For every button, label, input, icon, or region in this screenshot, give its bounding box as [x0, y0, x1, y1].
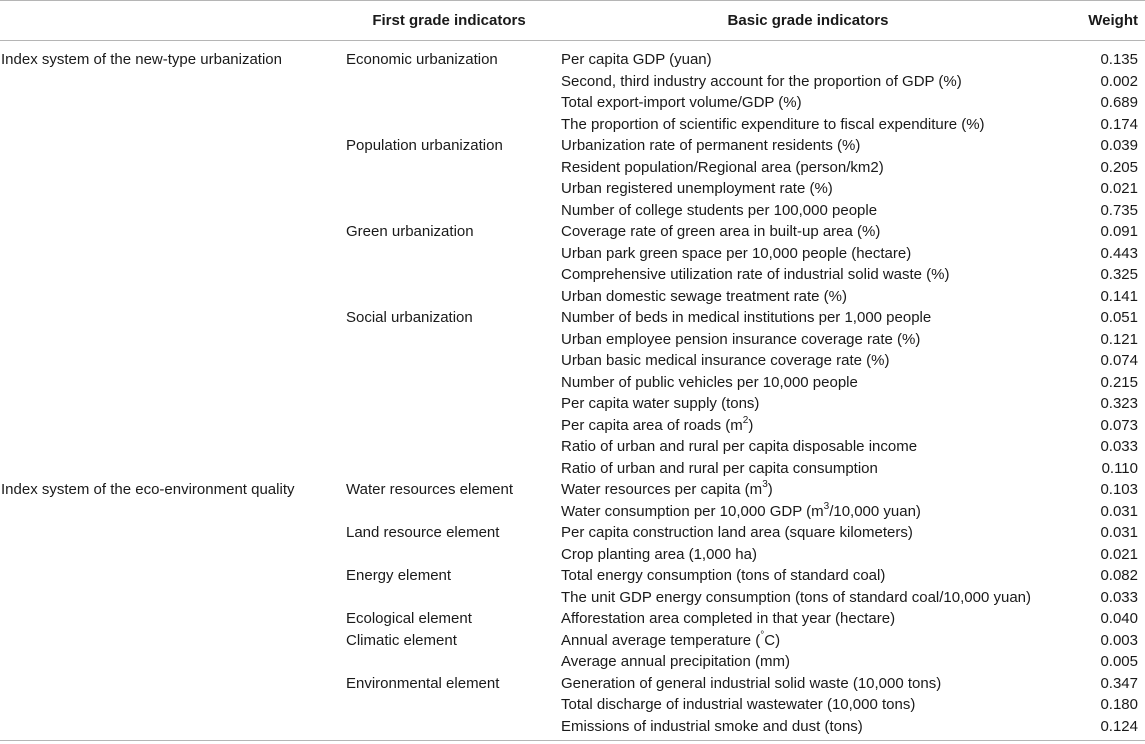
index-system-cell	[0, 501, 340, 523]
basic-grade-cell: Urban employee pension insurance coverage rate (%)	[561, 330, 921, 348]
weight-cell: 0.039	[1100, 137, 1138, 154]
table-row	[0, 221, 1145, 243]
basic-grade-cell: Number of public vehicles per 10,000 people	[561, 373, 858, 391]
basic-grade-text: Water consumption per 10,000 GDP (m	[561, 502, 824, 520]
weight-cell: 0.689	[1100, 94, 1138, 111]
first-grade-cell	[340, 544, 558, 566]
first-grade-cell	[340, 243, 558, 265]
index-system-cell	[0, 307, 340, 329]
table-row	[0, 157, 1145, 179]
index-system-cell	[0, 178, 340, 200]
basic-grade-cell: The proportion of scientific expenditure to fiscal expenditure (%)	[561, 115, 985, 133]
index-system-cell: Index system of the eco-environment quality	[1, 481, 295, 498]
first-grade-cell: Population urbanization	[346, 137, 503, 154]
index-system-cell	[0, 716, 340, 741]
first-grade-cell	[340, 350, 558, 372]
table-row	[0, 92, 1145, 114]
basic-grade-cell: Number of college students per 100,000 people	[561, 201, 878, 219]
weight-cell: 0.174	[1100, 115, 1138, 133]
table-row	[0, 200, 1145, 222]
weight-cell: 0.347	[1100, 674, 1138, 692]
basic-grade-cell: Urban registered unemployment rate (%)	[561, 180, 833, 197]
basic-grade-cell: Number of beds in medical institutions per 1,000 people	[561, 309, 932, 326]
basic-grade-cell	[558, 415, 1058, 437]
index-system-cell	[0, 92, 340, 114]
first-grade-cell: Economic urbanization	[346, 51, 498, 68]
unit-superscript: 3	[762, 479, 768, 490]
basic-grade-cell: The unit GDP energy consumption (tons of standard coal/10,000 yuan)	[561, 588, 1032, 606]
weight-cell: 0.325	[1100, 266, 1138, 283]
table-row	[0, 544, 1145, 566]
weight-cell: 0.005	[1100, 653, 1138, 670]
first-grade-cell	[340, 716, 558, 741]
basic-grade-cell	[558, 630, 1058, 652]
table-row	[0, 372, 1145, 394]
index-system-cell	[0, 71, 340, 93]
first-grade-cell	[340, 329, 558, 351]
weight-cell: 0.215	[1100, 373, 1138, 391]
basic-grade-cell: Total energy consumption (tons of standard coal)	[561, 567, 886, 584]
first-grade-cell	[340, 372, 558, 394]
index-system-cell	[0, 329, 340, 351]
table-row	[0, 135, 1145, 157]
basic-grade-cell: Urban domestic sewage treatment rate (%)	[561, 287, 847, 305]
first-grade-cell	[340, 264, 558, 286]
weight-cell: 0.091	[1100, 223, 1138, 240]
index-system-cell	[0, 651, 340, 673]
index-system-cell	[0, 135, 340, 157]
first-grade-cell: Water resources element	[346, 481, 514, 498]
header-basic-grade: Basic grade indicators	[558, 1, 1058, 41]
index-system-cell	[0, 393, 340, 415]
table-row	[0, 587, 1145, 609]
table-row	[0, 673, 1145, 695]
basic-grade-cell	[558, 501, 1058, 523]
table-row	[0, 716, 1145, 741]
index-system-cell	[0, 157, 340, 179]
index-system-cell	[0, 630, 340, 652]
table-row	[0, 694, 1145, 716]
basic-grade-cell: Urban basic medical insurance coverage rate (%)	[561, 352, 890, 369]
first-grade-cell: Land resource element	[346, 524, 500, 541]
basic-grade-text-suffix: )	[767, 481, 773, 498]
basic-grade-cell: Crop planting area (1,000 ha)	[561, 545, 757, 563]
weight-cell: 0.735	[1100, 201, 1138, 219]
basic-grade-cell: Afforestation area completed in that year (hectare)	[561, 610, 896, 627]
weight-cell: 0.135	[1100, 51, 1138, 68]
table-row	[0, 178, 1145, 200]
weight-cell: 0.031	[1100, 524, 1138, 541]
table-row	[0, 264, 1145, 286]
index-system-cell: Index system of the new-type urbanization	[1, 51, 282, 68]
table-row	[0, 307, 1145, 329]
header-row	[0, 1, 1145, 41]
first-grade-cell	[340, 501, 558, 523]
index-system-cell	[0, 458, 340, 480]
first-grade-cell	[340, 92, 558, 114]
weight-cell: 0.051	[1100, 309, 1138, 326]
first-grade-cell	[340, 415, 558, 437]
index-system-cell	[0, 264, 340, 286]
basic-grade-cell: Ratio of urban and rural per capita disposable income	[561, 438, 918, 455]
table-row	[0, 415, 1145, 437]
header-weight: Weight	[1058, 1, 1145, 41]
header-system	[0, 1, 340, 41]
table-row	[0, 479, 1145, 501]
basic-grade-text: Annual average temperature (	[561, 631, 761, 649]
weight-cell: 0.033	[1100, 438, 1138, 455]
basic-grade-cell: Coverage rate of green area in built-up area (%)	[561, 223, 881, 240]
first-grade-cell	[340, 157, 558, 179]
weight-cell: 0.443	[1100, 244, 1138, 262]
weight-cell: 0.074	[1100, 352, 1138, 369]
weight-cell: 0.073	[1100, 416, 1138, 434]
weight-cell: 0.003	[1100, 631, 1138, 649]
basic-grade-cell: Urbanization rate of permanent residents (%)	[561, 137, 861, 154]
weight-cell: 0.121	[1100, 330, 1138, 348]
basic-grade-cell: Urban park green space per 10,000 people (hectare)	[561, 244, 912, 262]
unit-superscript: °	[760, 629, 765, 641]
index-system-cell	[0, 565, 340, 587]
index-system-cell	[0, 372, 340, 394]
table-row	[0, 329, 1145, 351]
index-system-cell	[0, 608, 340, 630]
basic-grade-cell: Total discharge of industrial wastewater (10,000 tons)	[561, 696, 916, 713]
index-system-cell	[0, 587, 340, 609]
weight-cell: 0.205	[1100, 158, 1138, 176]
basic-grade-cell: Per capita water supply (tons)	[561, 395, 760, 412]
first-grade-cell	[340, 651, 558, 673]
first-grade-cell	[340, 694, 558, 716]
index-system-cell	[0, 673, 340, 695]
first-grade-cell	[340, 458, 558, 480]
table-row	[0, 41, 1145, 71]
index-system-cell	[0, 436, 340, 458]
table-row	[0, 243, 1145, 265]
weight-cell: 0.040	[1100, 610, 1138, 627]
index-system-cell	[0, 221, 340, 243]
first-grade-cell	[340, 286, 558, 308]
unit-superscript: 3	[823, 500, 830, 512]
basic-grade-text-suffix: C)	[764, 631, 781, 649]
weight-cell: 0.103	[1100, 481, 1138, 498]
index-system-cell	[0, 200, 340, 222]
basic-grade-text-suffix: /10,000 yuan)	[829, 502, 921, 520]
table-row	[0, 651, 1145, 673]
first-grade-cell: Social urbanization	[346, 309, 473, 326]
basic-grade-text: Per capita area of roads (m	[561, 416, 743, 434]
table-row	[0, 393, 1145, 415]
first-grade-cell	[340, 436, 558, 458]
weight-cell: 0.082	[1100, 567, 1138, 584]
basic-grade-cell: Emissions of industrial smoke and dust (tons)	[558, 716, 1058, 741]
table-row	[0, 114, 1145, 136]
table-row	[0, 436, 1145, 458]
first-grade-cell	[340, 71, 558, 93]
table-row	[0, 350, 1145, 372]
index-system-cell	[0, 350, 340, 372]
table-row	[0, 286, 1145, 308]
first-grade-cell: Ecological element	[346, 610, 472, 627]
index-system-cell	[0, 544, 340, 566]
weight-cell: 0.323	[1100, 395, 1138, 412]
first-grade-cell	[340, 200, 558, 222]
weight-cell: 0.110	[1101, 459, 1138, 477]
basic-grade-cell: Per capita GDP (yuan)	[561, 51, 712, 68]
weight-cell: 0.002	[1100, 72, 1138, 90]
first-grade-cell	[340, 178, 558, 200]
table-row	[0, 565, 1145, 587]
table-row	[0, 458, 1145, 480]
table-body	[0, 41, 1145, 741]
basic-grade-text: Water resources per capita (m	[561, 481, 763, 498]
weight-cell: 0.021	[1100, 180, 1138, 197]
index-system-cell	[0, 114, 340, 136]
unit-superscript: 2	[742, 414, 749, 426]
first-grade-cell	[340, 587, 558, 609]
table-row	[0, 501, 1145, 523]
basic-grade-cell: Comprehensive utilization rate of industrial solid waste (%)	[561, 266, 950, 283]
first-grade-cell	[340, 114, 558, 136]
weight-cell: 0.021	[1100, 545, 1138, 563]
first-grade-cell: Energy element	[346, 567, 452, 584]
basic-grade-cell: Ratio of urban and rural per capita consumption	[561, 459, 878, 477]
table-row	[0, 630, 1145, 652]
first-grade-cell: Environmental element	[346, 674, 500, 692]
basic-grade-cell: Resident population/Regional area (person/km2)	[561, 158, 884, 176]
weight-cell: 0.180	[1100, 696, 1138, 713]
table-row	[0, 522, 1145, 544]
basic-grade-cell: Second, third industry account for the proportion of GDP (%)	[561, 72, 962, 90]
index-system-cell	[0, 243, 340, 265]
basic-grade-cell	[558, 479, 1058, 501]
basic-grade-cell: Total export-import volume/GDP (%)	[561, 94, 802, 111]
table-row	[0, 608, 1145, 630]
first-grade-cell	[340, 393, 558, 415]
basic-grade-cell: Generation of general industrial solid waste (10,000 tons)	[561, 674, 942, 692]
weight-cell: 0.031	[1100, 502, 1138, 520]
weight-cell: 0.141	[1100, 287, 1138, 305]
first-grade-cell: Climatic element	[346, 631, 457, 649]
weight-cell: 0.033	[1100, 588, 1138, 606]
basic-grade-cell: Average annual precipitation (mm)	[561, 653, 791, 670]
index-system-cell	[0, 286, 340, 308]
table-header	[0, 1, 1145, 41]
header-first-grade: First grade indicators	[340, 1, 558, 41]
weight-cell: 0.124	[1058, 716, 1145, 741]
index-system-cell	[0, 694, 340, 716]
index-system-cell	[0, 415, 340, 437]
basic-grade-text-suffix: )	[748, 416, 754, 434]
first-grade-cell: Green urbanization	[346, 223, 474, 240]
table-row	[0, 71, 1145, 93]
index-system-cell	[0, 522, 340, 544]
basic-grade-cell: Per capita construction land area (square kilometers)	[561, 524, 913, 541]
